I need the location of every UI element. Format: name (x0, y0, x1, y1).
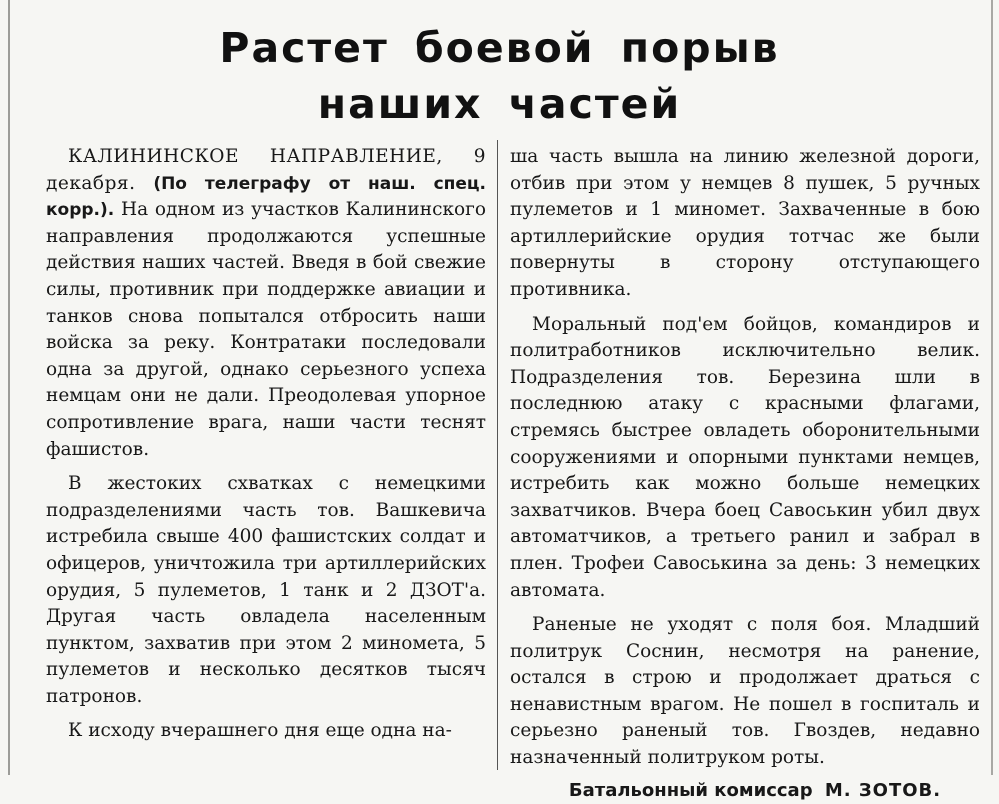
article-column-right (510, 144, 980, 804)
article-paragraph-1 (46, 144, 486, 463)
headline-line-2: наших частей (317, 80, 682, 128)
article-column-left (46, 144, 486, 745)
article-paragraph-3: К исходу вчерашнего дня еще одна на- (68, 720, 452, 742)
article-paragraph-5: Моральный под'ем бойцов, командиров и политработников исключительно велик. Подразделения тов. Березина шли в последнюю атаку с красными флагами, стремясь быстрее овладеть оборонительными сооружениями и опорными пунктами немцев, истребить как можно больше немецких захватчиков. Вчера боец Савоськин убил двух автоматчиков, а третьего ранил и забрал в плен. Трофеи Савоськина за день: 3 немецких автомата. (510, 313, 980, 601)
source-credit: (По телеграфу от наш. спец. корр.). (46, 173, 486, 221)
article-headline (0, 20, 999, 132)
paragraph-body: На одном из участков Калининского направления продолжаются успешные действия наших частей. Введя в бой свежие силы, противник при поддержке авиации и танков снова попытался отбросить наши войска за реку. Контратаки последовали одна за другой, однако серьезного успеха немцам они не дали. Преодолевая упорное сопротивление врага, наши части теснят фашистов. (46, 199, 486, 460)
column-divider (497, 140, 498, 770)
author-name: М. ЗОТОВ. (824, 779, 942, 801)
article-paragraph-6: Раненые не уходят с поля боя. Младший политрук Соснин, несмотря на ранение, остался в строю и продолжает драться с ненавистным врагом. Не пошел в госпиталь и серьезно раненый тов. Гвоздев, недавно назначенный политруком роты. (510, 614, 980, 769)
author-signature (510, 778, 980, 804)
headline-line-1: Растет боевой порыв (219, 24, 780, 72)
article-paragraph-4: ша часть вышла на линию железной дороги, отбив при этом у немцев 8 пушек, 5 ручных пулеметов и 1 миномет. Захваченные в бою артиллерийские орудия тотчас же были повернуты в сторону отступающего противника. (510, 146, 980, 300)
dateline: КАЛИНИНСКОЕ НАПРАВЛЕНИЕ, 9 декабря. (46, 146, 486, 194)
author-title: Батальонный комиссар (568, 779, 813, 801)
article-paragraph-2: В жестоких схватках с немецкими подразделениями часть тов. Вашкевича истребила свыше 400 фашистских солдат и офицеров, уничтожила три артиллерийских орудия, 5 пулеметов, 1 танк и 2 ДЗОТ'а. Другая часть овладела населенным пунктом, захватив при этом 2 миномета, 5 пулеметов и несколько десятков тысяч патронов. (46, 473, 486, 707)
